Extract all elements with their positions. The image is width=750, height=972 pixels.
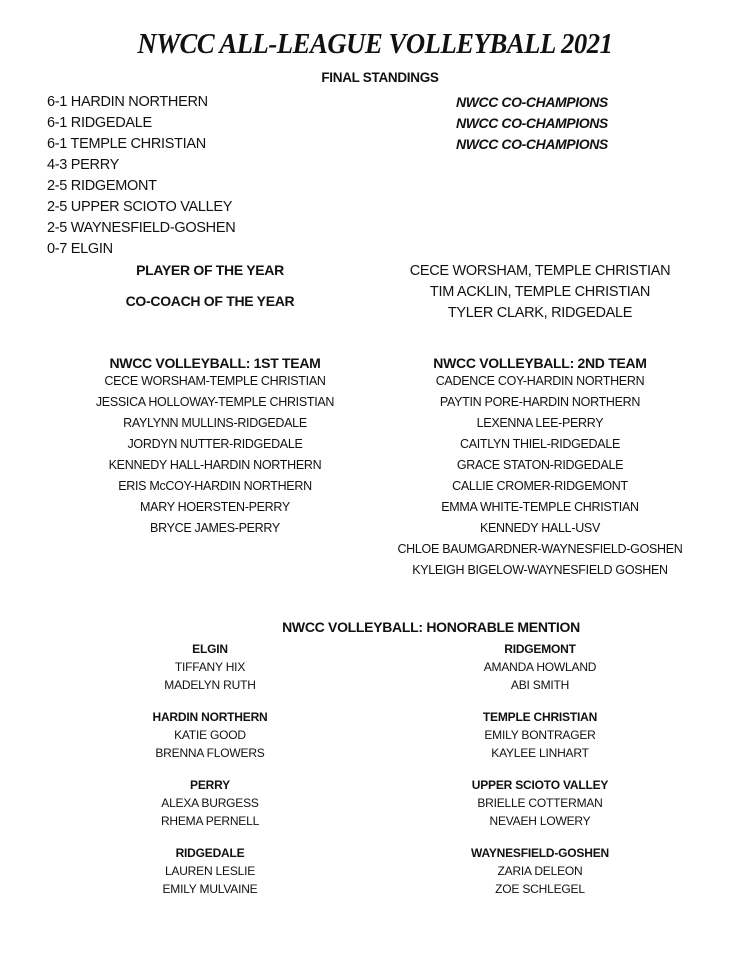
- second-team-list: [380, 371, 700, 581]
- player-entry: ERIS McCOY-HARDIN NORTHERN: [118, 479, 312, 493]
- player-entry: NEVAEH LOWERY: [489, 814, 591, 828]
- standings-row: [47, 92, 235, 113]
- honorable-mention-group: [60, 640, 360, 694]
- team-name: RIDGEDALE: [70, 115, 152, 131]
- page-title: NWCC ALL-LEAGUE VOLLEYBALL 2021: [137, 28, 613, 60]
- team-name: RIDGEMONT: [70, 178, 157, 194]
- player-entry: LAUREN LESLIE: [164, 864, 256, 878]
- team-name: PERRY: [190, 778, 230, 792]
- standings-row: [47, 134, 235, 155]
- player-entry: RAYLYNN MULLINS-RIDGEDALE: [123, 416, 307, 430]
- player-entry: CADENCE COY-HARDIN NORTHERN: [435, 374, 645, 388]
- player-entry: JORDYN NUTTER-RIDGEDALE: [127, 437, 303, 451]
- player-of-year-label: PLAYER OF THE YEAR: [136, 262, 284, 278]
- player-entry: MADELYN RUTH: [164, 678, 256, 692]
- first-team-heading: NWCC VOLLEYBALL: 1ST TEAM: [109, 355, 321, 371]
- team-record: 6-1: [47, 136, 68, 152]
- player-entry: CALLIE CROMER-RIDGEMONT: [452, 479, 628, 493]
- player-entry: EMMA WHITE-TEMPLE CHRISTIAN: [441, 500, 639, 514]
- coach-of-year: TIM ACKLIN, TEMPLE CHRISTIAN: [429, 284, 651, 300]
- honorable-mention-right: [390, 640, 690, 912]
- team-name: PERRY: [70, 157, 119, 173]
- player-entry: BRYCE JAMES-PERRY: [150, 521, 280, 535]
- player-entry: BRENNA FLOWERS: [155, 746, 265, 760]
- honorable-mention-left: [60, 640, 360, 912]
- champion-note: NWCC CO-CHAMPIONS: [456, 115, 608, 131]
- champion-note: NWCC CO-CHAMPIONS: [456, 94, 608, 110]
- standings-row: [47, 155, 235, 176]
- team-name: HARDIN NORTHERN: [152, 710, 268, 724]
- second-team-heading: NWCC VOLLEYBALL: 2ND TEAM: [433, 355, 647, 371]
- team-name: TEMPLE CHRISTIAN: [482, 710, 598, 724]
- honorable-mention-group: [60, 844, 360, 898]
- coach-of-year: TYLER CLARK, RIDGEDALE: [447, 305, 633, 321]
- player-entry: TIFFANY HIX: [174, 660, 246, 674]
- player-entry: AMANDA HOWLAND: [483, 660, 597, 674]
- team-record: 4-3: [47, 157, 68, 173]
- team-record: 6-1: [47, 115, 68, 131]
- team-name: ELGIN: [192, 642, 228, 656]
- player-entry: BRIELLE COTTERMAN: [477, 796, 603, 810]
- team-name: UPPER SCIOTO VALLEY: [70, 199, 233, 215]
- player-entry: CAITLYN THIEL-RIDGEDALE: [459, 437, 621, 451]
- player-entry: KYLEIGH BIGELOW-WAYNESFIELD GOSHEN: [412, 563, 668, 577]
- awards-winners: [380, 261, 700, 324]
- player-entry: ZARIA DELEON: [497, 864, 583, 878]
- team-name: ELGIN: [70, 241, 113, 257]
- standings-row: [47, 113, 235, 134]
- team-record: 0-7: [47, 241, 68, 257]
- standings-list: [47, 92, 235, 260]
- player-entry: KENNEDY HALL-USV: [479, 521, 600, 535]
- team-name: WAYNESFIELD-GOSHEN: [70, 220, 236, 236]
- final-standings-heading: FINAL STANDINGS: [321, 70, 439, 85]
- standings-row: [47, 197, 235, 218]
- first-team-list: [60, 371, 370, 539]
- champion-note: NWCC CO-CHAMPIONS: [456, 136, 608, 152]
- team-record: 2-5: [47, 199, 68, 215]
- coach-of-year-label: CO-COACH OF THE YEAR: [125, 293, 295, 309]
- player-entry: CECE WORSHAM-TEMPLE CHRISTIAN: [104, 374, 326, 388]
- standings-row: [47, 176, 235, 197]
- honorable-mention-group: [390, 776, 690, 830]
- player-entry: CHLOE BAUMGARDNER-WAYNESFIELD-GOSHEN: [397, 542, 683, 556]
- team-name: RIDGEMONT: [504, 642, 576, 656]
- second-team-section: [380, 355, 700, 581]
- honorable-mention-group: [390, 844, 690, 898]
- team-record: 2-5: [47, 178, 68, 194]
- player-entry: LEXENNA LEE-PERRY: [476, 416, 604, 430]
- honorable-mention-group: [390, 708, 690, 762]
- honorable-mention-group: [60, 708, 360, 762]
- champions-notes: [456, 92, 608, 155]
- team-name: UPPER SCIOTO VALLEY: [471, 778, 609, 792]
- player-entry: RHEMA PERNELL: [160, 814, 260, 828]
- first-team-section: [60, 355, 370, 539]
- honorable-mention-group: [60, 776, 360, 830]
- standings-row: [47, 218, 235, 239]
- player-of-year: CECE WORSHAM, TEMPLE CHRISTIAN: [409, 263, 671, 279]
- player-entry: KENNEDY HALL-HARDIN NORTHERN: [108, 458, 322, 472]
- player-entry: EMILY MULVAINE: [162, 882, 258, 896]
- player-entry: ZOE SCHLEGEL: [495, 882, 585, 896]
- team-name: HARDIN NORTHERN: [70, 94, 208, 110]
- team-record: 6-1: [47, 94, 68, 110]
- player-entry: KATIE GOOD: [174, 728, 246, 742]
- player-entry: MARY HOERSTEN-PERRY: [140, 500, 290, 514]
- honorable-mention-heading: NWCC VOLLEYBALL: HONORABLE MENTION: [282, 619, 580, 635]
- team-record: 2-5: [47, 220, 68, 236]
- player-entry: GRACE STATON-RIDGEDALE: [456, 458, 624, 472]
- standings-row: [47, 239, 235, 260]
- player-entry: EMILY BONTRAGER: [484, 728, 596, 742]
- player-entry: ABI SMITH: [510, 678, 570, 692]
- player-entry: KAYLEE LINHART: [491, 746, 589, 760]
- team-name: WAYNESFIELD-GOSHEN: [471, 846, 609, 860]
- team-name: RIDGEDALE: [175, 846, 245, 860]
- honorable-mention-group: [390, 640, 690, 694]
- team-name: TEMPLE CHRISTIAN: [70, 136, 206, 152]
- player-entry: JESSICA HOLLOWAY-TEMPLE CHRISTIAN: [95, 395, 335, 409]
- player-entry: PAYTIN PORE-HARDIN NORTHERN: [439, 395, 641, 409]
- player-entry: ALEXA BURGESS: [161, 796, 259, 810]
